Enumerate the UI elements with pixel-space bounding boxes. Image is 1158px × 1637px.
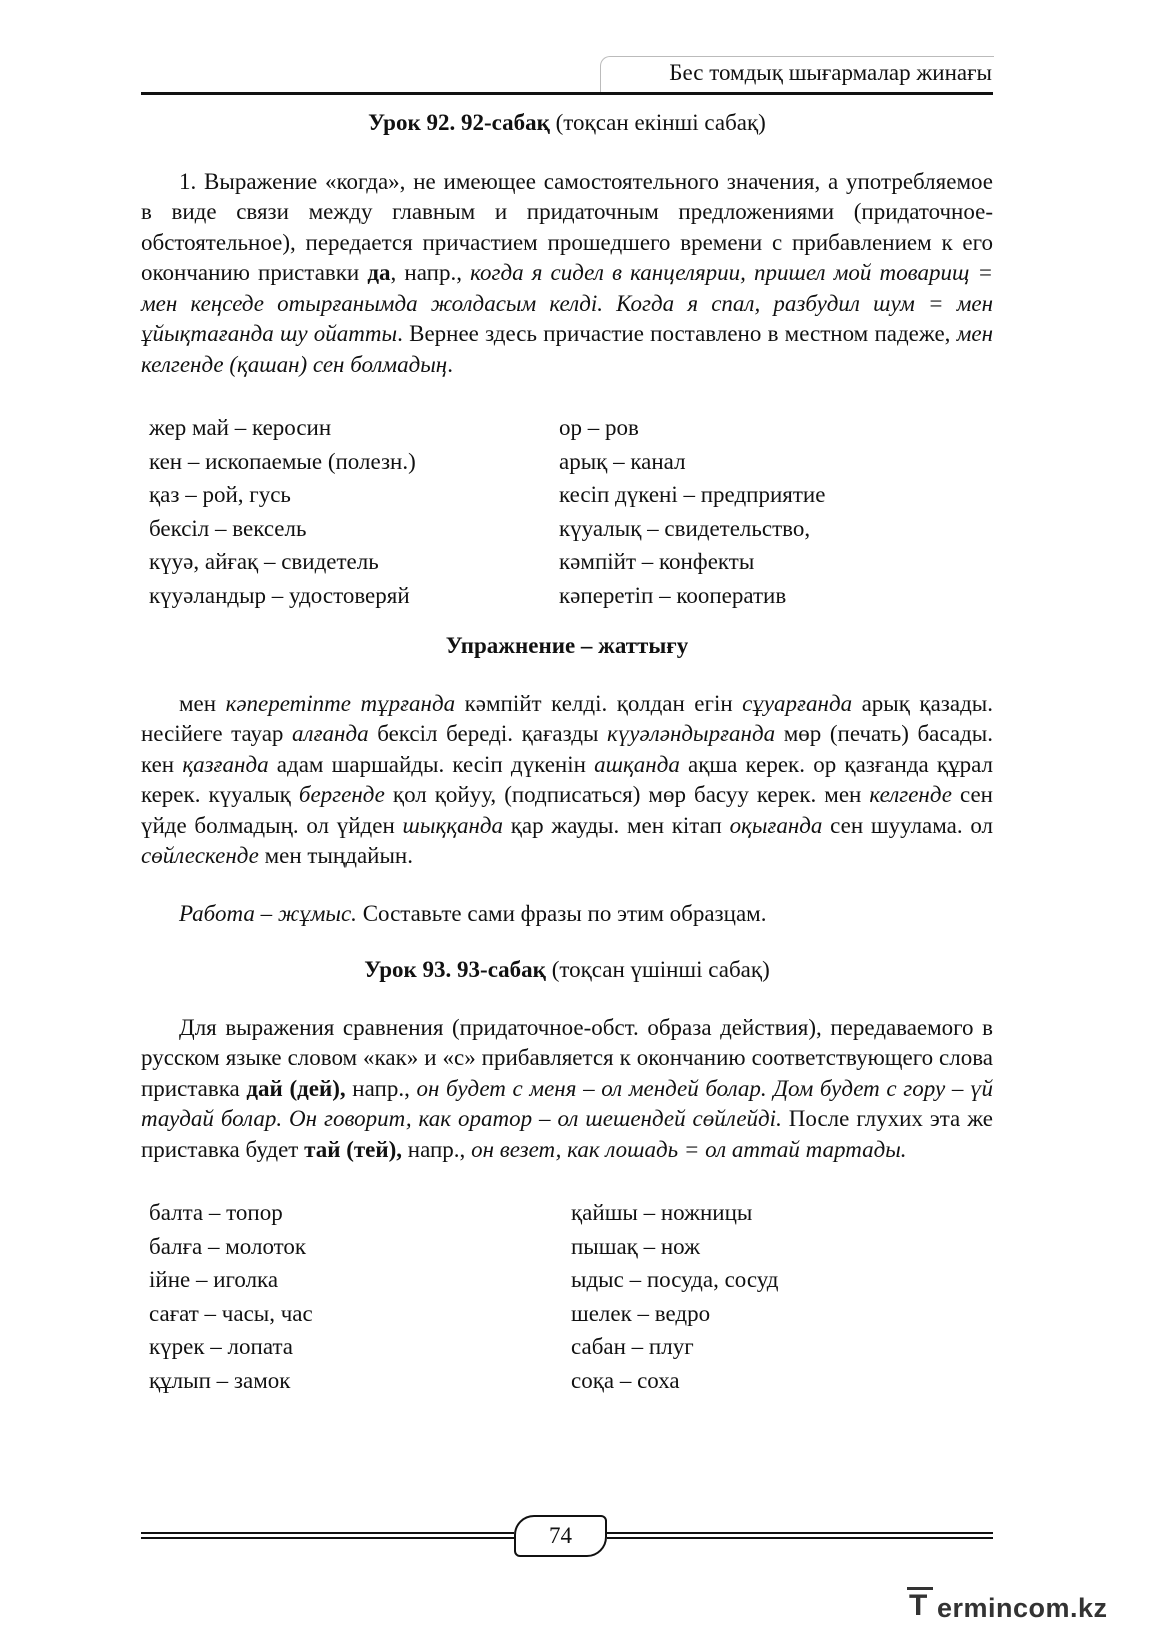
vocab-entry: шелек – ведро: [571, 1300, 711, 1326]
exercise-paragraph: [141, 689, 993, 872]
vocab-entry: бексіл – вексель: [149, 515, 307, 541]
vocab-entry: сабан – плуг: [571, 1334, 694, 1359]
watermark-initial: T: [909, 1589, 928, 1622]
lesson-92-title-rest: (тоқсан екінші сабақ): [549, 110, 766, 135]
text-run: адам шаршайды. кесіп дүкенін: [268, 751, 595, 777]
footer-rule-left: [141, 1532, 514, 1539]
vocab-entry: күуалық – свидетельство,: [559, 515, 811, 541]
text-run: . Вернее здесь причастие поставлено в местном падеже,: [397, 321, 957, 346]
text-run-italic: мен келгенде (қашан) сен болмадың: [141, 321, 993, 377]
vocab-entry: кесіп дүкені – предприятие: [559, 482, 826, 507]
vocab-entry: ыдыс – посуда, сосуд: [571, 1267, 779, 1292]
text-run-bold: да: [367, 260, 391, 285]
text-run: ақша керек. ор қазғанда құрал керек. күуалық: [141, 751, 993, 807]
vocab-entry: жер май – керосин: [149, 415, 332, 440]
text-run: Для выражения сравнения (придаточное-обст. образа действия), передаваемого в русском языке словом «как» и «с» прибавляется к окончанию соответствующего слова приставка: [141, 1014, 993, 1101]
text-run-italic: алғанда: [292, 721, 369, 746]
vocab-entry: күрек – лопата: [149, 1334, 293, 1359]
vocab-entry: күуә, айғақ – свидетель: [149, 549, 379, 574]
vocab-entry: сағат – часы, час: [149, 1300, 313, 1326]
header-rule: [141, 92, 993, 95]
page-content: [141, 108, 993, 1396]
lesson-93-title-rest: (тоқсан үшінші сабақ): [545, 957, 770, 982]
text-run: мен: [179, 690, 226, 716]
vocab-entry: кәперетіп – кооператив: [559, 582, 787, 608]
lesson-92-vocabulary: [149, 413, 993, 611]
text-run: қар жауды. мен кітап: [503, 812, 730, 838]
vocab-entry: ійне – иголка: [149, 1267, 279, 1292]
text-run: кәмпійт келді. қолдан егін: [455, 690, 743, 716]
vocab-entry: ор – ров: [559, 415, 639, 440]
text-run: 1. Выражение «когда», не имеющее самостоятельного значения, а употребляемое в виде связи между главным и придаточным предложениями (придаточное-обстоятельное), передается причастием прошедшего времени с прибавлением к его окончанию приставки: [141, 168, 993, 285]
text-run-italic: он будет с меня – ол мендей болар. Дом будет с гору – үй таудай болар. Он говорит, как оратор – ол шешендей сөйлейді.: [141, 1075, 993, 1131]
footer-rule-right: [607, 1532, 993, 1539]
text-run-italic: оқығанда: [729, 812, 823, 838]
exercise-title: [141, 631, 993, 662]
vocab-entry: арық – канал: [559, 448, 686, 474]
exercise-title-text: Упражнение – жаттығу: [445, 633, 689, 658]
vocab-entry: балта – топор: [149, 1200, 283, 1225]
vocab-entry: құлып – замок: [149, 1367, 291, 1393]
text-run: мөр (печать) басады. кен: [141, 721, 993, 777]
text-run-italic: Работа – жұмыс.: [179, 900, 357, 926]
watermark-logo: [907, 1589, 1122, 1629]
text-run-italic: ашқанда: [594, 751, 680, 777]
running-header-title: Бес томдық шығармалар жинағы: [669, 60, 992, 85]
text-run: арық қазады. несійеге тауар: [141, 690, 993, 746]
lesson-93-vocabulary: [149, 1198, 993, 1396]
text-run: Составьте сами фразы по этим образцам.: [356, 900, 767, 926]
text-run: , напр.,: [390, 260, 471, 285]
text-run-bold: тай (тей),: [304, 1136, 403, 1162]
text-run: напр.,: [345, 1075, 417, 1101]
text-run: напр.,: [402, 1136, 472, 1162]
lesson-92-title: [141, 108, 993, 139]
text-run-italic: кәперетіпте тұрғанда: [225, 690, 456, 716]
text-run-italic: бергенде: [298, 782, 385, 807]
lesson-93-title-bold: Урок 93. 93-сабақ: [364, 957, 546, 982]
text-run-italic: қазғанда: [182, 751, 269, 777]
text-run-italic: когда я сидел в канцелярии, пришел мой товарищ = мен кеңседе отырғанымда жолдасым келді. Когда я спал, разбудил шум = мен ұйықтағанда шу ойатты: [141, 260, 993, 346]
vocab-entry: балға – молоток: [149, 1233, 307, 1259]
vocab-entry: күуәландыр – удостоверяй: [149, 582, 410, 608]
text-run-italic: шыққанда: [402, 812, 504, 838]
text-run: қол қойуу, (подписаться) мөр басуу керек. мен: [384, 782, 870, 807]
vocab-entry: қайшы – ножницы: [571, 1200, 753, 1225]
text-run-italic: келгенде: [869, 782, 952, 807]
vocab-entry: кәмпійт – конфекты: [559, 549, 755, 574]
text-run: мен тыңдайын.: [258, 843, 413, 868]
vocab-entry: қаз – рой, гусь: [149, 482, 291, 507]
vocab-entry: соқа – соха: [571, 1367, 680, 1393]
text-run: После глухих эта же приставка будет: [141, 1106, 993, 1162]
page-number: 74: [514, 1515, 607, 1557]
text-run-bold: дай (дей),: [246, 1075, 346, 1101]
vocab-entry: кен – ископаемые (полезн.): [149, 448, 416, 474]
lesson-92-title-bold: Урок 92. 92-сабақ: [368, 110, 550, 135]
lesson-93-title: [141, 955, 993, 986]
work-paragraph: [141, 899, 993, 930]
text-run: бексіл береді. қағазды: [368, 721, 608, 746]
text-run: .: [447, 351, 453, 377]
text-run: сен шуулама. ол: [822, 812, 993, 838]
text-run: сен үйде болмадың. ол үйден: [141, 782, 993, 838]
watermark-text: ermincom.kz: [937, 1593, 1108, 1623]
lesson-92-paragraph: [141, 167, 993, 381]
text-run-italic: күуәләндырғанда: [607, 721, 776, 746]
text-run-italic: он везет, как лошадь = ол аттай тартады.: [471, 1136, 907, 1162]
vocab-entry: пышақ – нож: [571, 1233, 700, 1259]
text-run-italic: сөйлескенде: [141, 843, 259, 868]
text-run-italic: сұуарғанда: [742, 690, 853, 716]
lesson-93-paragraph: [141, 1013, 993, 1166]
